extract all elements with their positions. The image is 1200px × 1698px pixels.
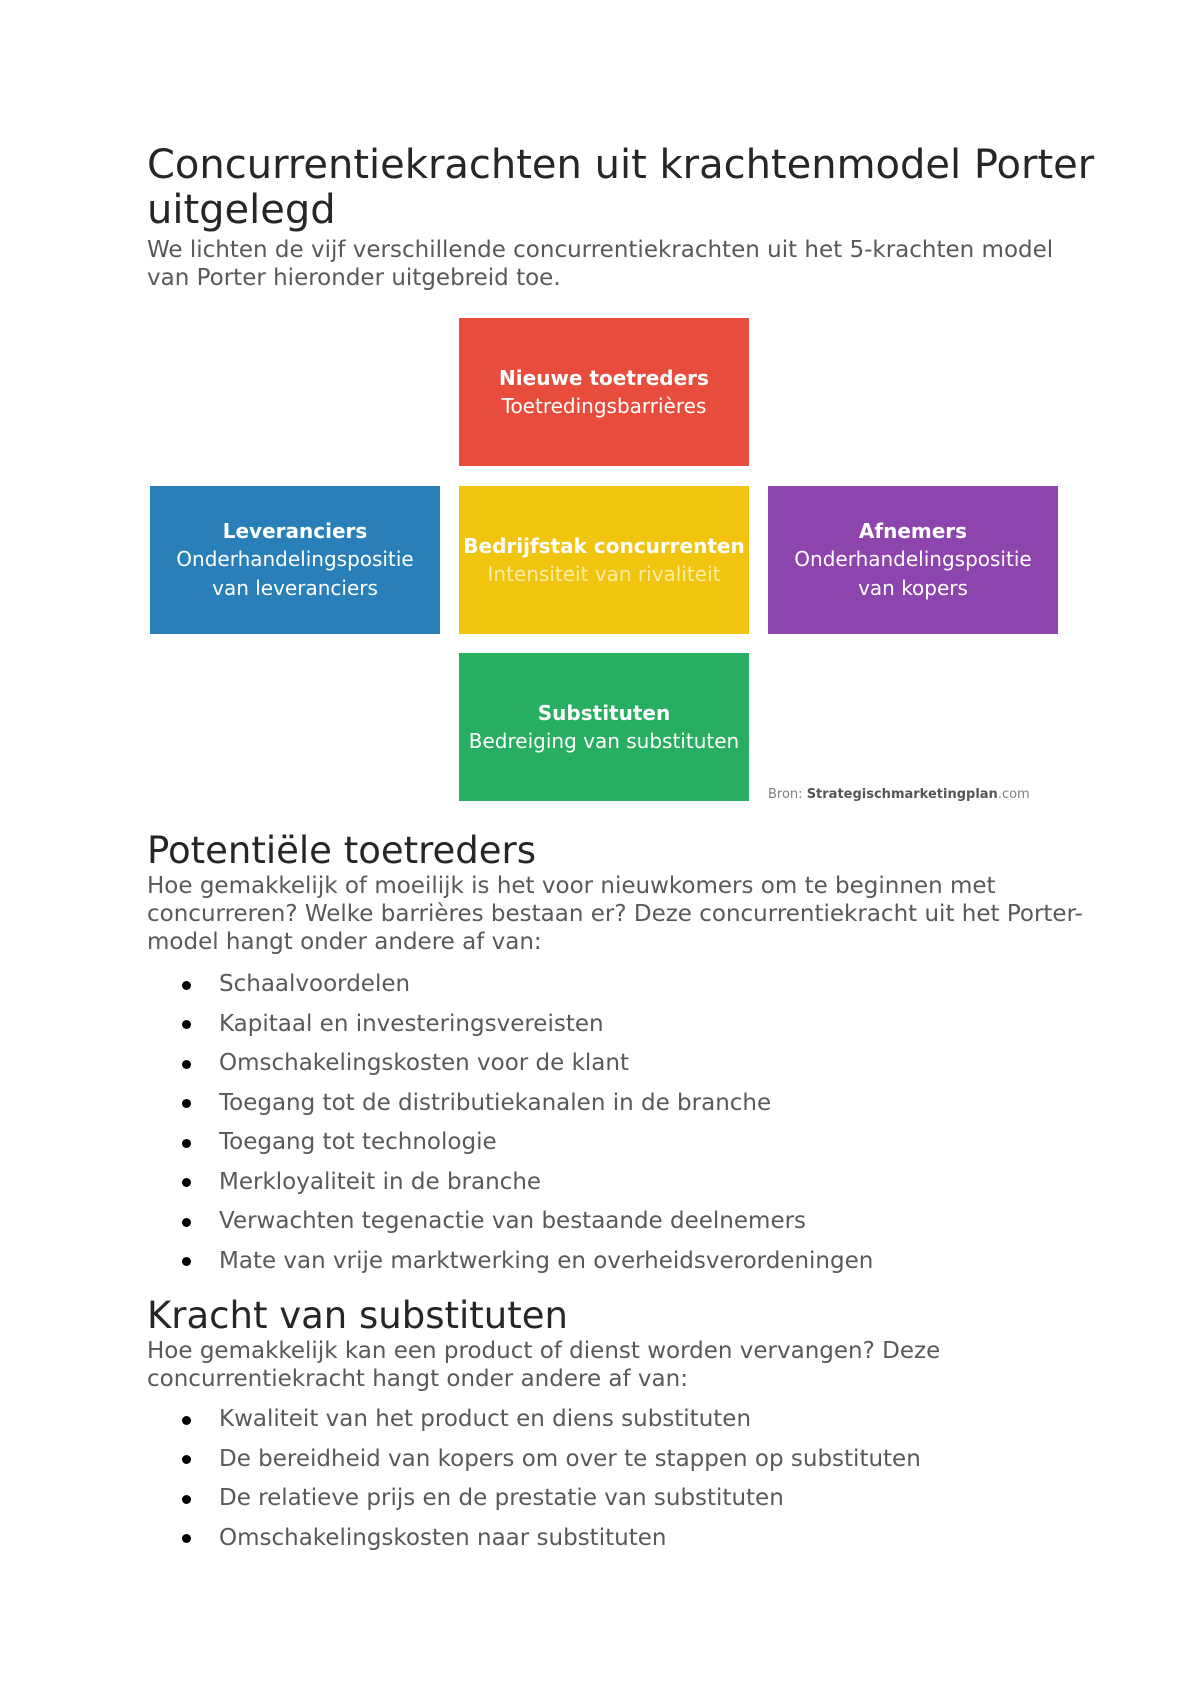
bullet-list-potential-entrants — [147, 965, 873, 1281]
box-substitutes-subtitle: Bedreiging van substituten — [468, 728, 740, 753]
list-item — [147, 1400, 921, 1440]
bullet-icon — [182, 1495, 191, 1504]
box-new-entrants-title: Nieuwe toetreders — [499, 365, 709, 390]
box-buyers-title: Afnemers — [858, 519, 968, 543]
five-forces-diagram — [0, 0, 1200, 820]
list-item — [147, 1084, 873, 1124]
box-buyers — [768, 486, 1058, 634]
list-item-text: Mate van vrije marktwerking en overheidsverordeningen — [219, 1247, 874, 1274]
list-item-text: Omschakelingskosten naar substituten — [219, 1524, 667, 1551]
list-item — [147, 1440, 921, 1480]
list-item-text: Kwaliteit van het product en diens substituten — [219, 1406, 752, 1432]
box-industry-competitors-title: Bedrijfstak concurrenten — [463, 533, 745, 558]
section-paragraph-potential-entrants: Hoe gemakkelijk of moeilijk is het voor nieuwkomers om te beginnen met concurreren? Welke barrières bestaan er? Deze concurrentiekracht uit het Porter-model hangt onder andere af van: — [147, 873, 1083, 955]
source-prefix: Bron: — [768, 787, 807, 802]
source-name: Strategischmarketingplan — [806, 787, 998, 802]
source-suffix: .com — [997, 787, 1030, 802]
box-suppliers-title: Leveranciers — [222, 519, 368, 543]
list-item-text: De bereidheid van kopers om over te stappen op substituten — [219, 1445, 921, 1472]
box-substitutes — [459, 653, 749, 801]
bullet-icon — [182, 1178, 191, 1187]
list-item-text: Toegang tot de distributiekanalen in de branche — [219, 1089, 772, 1116]
section-heading-substitutes: Kracht van substituten — [147, 1294, 568, 1337]
list-item-text: Toegang tot technologie — [219, 1129, 497, 1155]
list-item-text: Verwachten tegenactie van bestaande deelnemers — [219, 1208, 807, 1234]
bullet-icon — [182, 1099, 191, 1108]
list-item — [147, 1242, 873, 1282]
box-substitutes-title: Substituten — [537, 700, 671, 725]
image-source-credit — [768, 787, 1030, 802]
bullet-icon — [182, 1060, 191, 1069]
box-industry-competitors — [459, 486, 749, 634]
box-new-entrants-subtitle: Toetredingsbarrières — [501, 393, 707, 418]
list-item-text: Kapitaal en investeringsvereisten — [219, 1010, 604, 1037]
box-industry-competitors-subtitle: Intensiteit van rivaliteit — [487, 561, 721, 586]
list-item — [147, 965, 873, 1005]
list-item — [147, 1123, 873, 1163]
list-item — [147, 1005, 873, 1045]
bullet-icon — [182, 1534, 191, 1543]
bullet-icon — [182, 1020, 191, 1029]
bullet-icon — [182, 1218, 191, 1227]
list-item — [147, 1519, 921, 1559]
bullet-icon — [182, 1455, 191, 1464]
list-item — [147, 1202, 873, 1242]
list-item — [147, 1044, 873, 1084]
bullet-icon — [182, 1257, 191, 1266]
list-item-text: Merkloyaliteit in de branche — [219, 1168, 542, 1195]
section-heading-potential-entrants: Potentiële toetreders — [147, 829, 537, 872]
bullet-icon — [182, 1416, 191, 1425]
list-item-text: Schaalvoordelen — [219, 971, 411, 997]
box-suppliers-subtitle: Onderhandelingspositie van leveranciers — [176, 547, 414, 600]
section-paragraph-substitutes: Hoe gemakkelijk kan een product of dienst worden vervangen? Deze concurrentiekracht hangt onder andere af van: — [147, 1338, 941, 1392]
intro-paragraph: We lichten de vijf verschillende concurrentiekrachten uit het 5-krachten model van Porter hieronder uitgebreid toe. — [147, 237, 1054, 291]
list-item-text: Omschakelingskosten voor de klant — [219, 1050, 629, 1076]
box-suppliers — [150, 486, 440, 634]
page-title: Concurrentiekrachten uit krachtenmodel Porter uitgelegd — [147, 142, 1095, 233]
list-item-text: De relatieve prijs en de prestatie van substituten — [219, 1485, 784, 1511]
list-item — [147, 1479, 921, 1519]
bullet-icon — [182, 1139, 191, 1148]
box-buyers-subtitle: Onderhandelingspositie van kopers — [794, 547, 1032, 600]
bullet-icon — [182, 981, 191, 990]
box-new-entrants — [459, 318, 749, 466]
list-item — [147, 1163, 873, 1203]
bullet-list-substitutes — [147, 1400, 921, 1558]
